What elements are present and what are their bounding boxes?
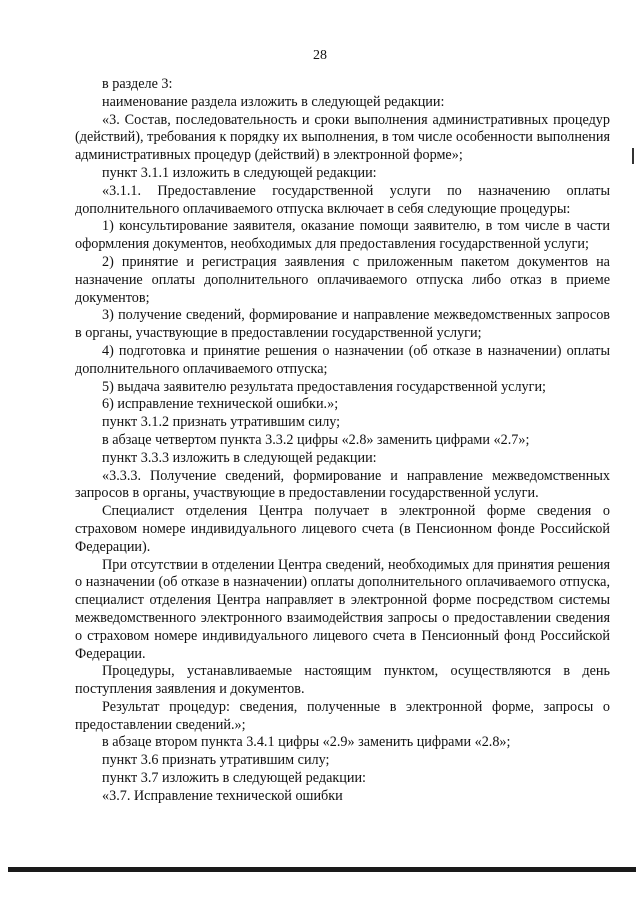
list-item-2: 2) принятие и регистрация заявления с приложенным пакетом документов на назначение оплаты дополнительного оплачиваемого отпуска либо отказ в приеме документов; [75,253,610,306]
paragraph-point-3-3-3-instruction: пункт 3.3.3 изложить в следующей редакции: [102,449,377,466]
paragraph-absence-of-data: При отсутствии в отделении Центра сведений, необходимых для принятия решения о назначении (об отказе в назначении) оплаты дополнительного оплачиваемого отпуска, специалист отделения Центра направляет в электронной форме посредством системы межведомственного электронного взаимодействия запросы о предоставлении сведения о страховом номере индивидуального лицевого счета в Пенсионный фонд Российской Федерации. [75,556,610,662]
paragraph-section-3: в разделе 3: [102,76,173,92]
paragraph-point-3-1-1-instruction: пункт 3.1.1 изложить в следующей редакции: [102,164,377,181]
bottom-border [8,867,636,872]
margin-mark [632,148,634,164]
paragraph-specialist-receives: Специалист отделения Центра получает в электронной форме сведения о страховом номере индивидуального лицевого счета (в Пенсионном фонде Российской Федерации). [75,503,610,555]
paragraph-point-3-7: «3.7. Исправление технической ошибки [102,787,343,804]
paragraph-point-3-6: пункт 3.6 признать утратившим силу; [102,752,330,769]
paragraph-section-title-instruction: наименование раздела изложить в следующей редакции: [102,93,445,110]
list-item-3: 3) получение сведений, формирование и направление межведомственных запросов в органы, участвующие в предоставлении государственной услуги; [75,307,610,342]
paragraph-procedure-result: Результат процедур: сведения, полученные в электронной форме, запросы о предоставлении сведений.»; [75,698,610,733]
paragraph-point-3-1-1: «3.1.1. Предоставление государственной услуги по назначению оплаты дополнительного оплачиваемого отпуска включает в себя следующие процедуры: [75,182,610,217]
list-item-4: 4) подготовка и принятие решения о назначении (об отказе в назначении) оплаты дополнительного оплачиваемого отпуска; [75,342,610,377]
paragraph-point-3-3-3: «3.3.3. Получение сведений, формирование и направление межведомственных запросов в органы, участвующие в предоставлении государственной услуги. [75,467,610,502]
paragraph-procedures-timing: Процедуры, устанавливаемые настоящим пунктом, осуществляются в день поступления заявления и документов. [75,663,610,698]
list-item-5: 5) выдача заявителю результата предоставления государственной услуги; [102,378,546,395]
paragraph-point-3-4-1: в абзаце втором пункта 3.4.1 цифры «2.9» заменить цифрами «2.8»; [102,734,511,751]
paragraph-point-3-3-2: в абзаце четвертом пункта 3.3.2 цифры «2.8» заменить цифрами «2.7»; [102,431,530,448]
page-number: 28 [313,48,327,63]
paragraph-point-3-7-instruction: пункт 3.7 изложить в следующей редакции: [102,770,366,787]
paragraph-point-3-1-2: пункт 3.1.2 признать утратившим силу; [102,414,341,431]
document-body [75,76,610,806]
list-item-1: 1) консультирование заявителя, оказание помощи заявителю, в том числе в части оформления документов, необходимых для предоставления государственной услуги; [75,218,610,253]
paragraph-section-3-title: «3. Состав, последовательность и сроки выполнения административных процедур (действий), требования к порядку их выполнения, в том числе особенности выполнения административных процедур (действий) в электронной форме»; [75,111,610,164]
list-item-6: 6) исправление технической ошибки.»; [102,396,339,413]
